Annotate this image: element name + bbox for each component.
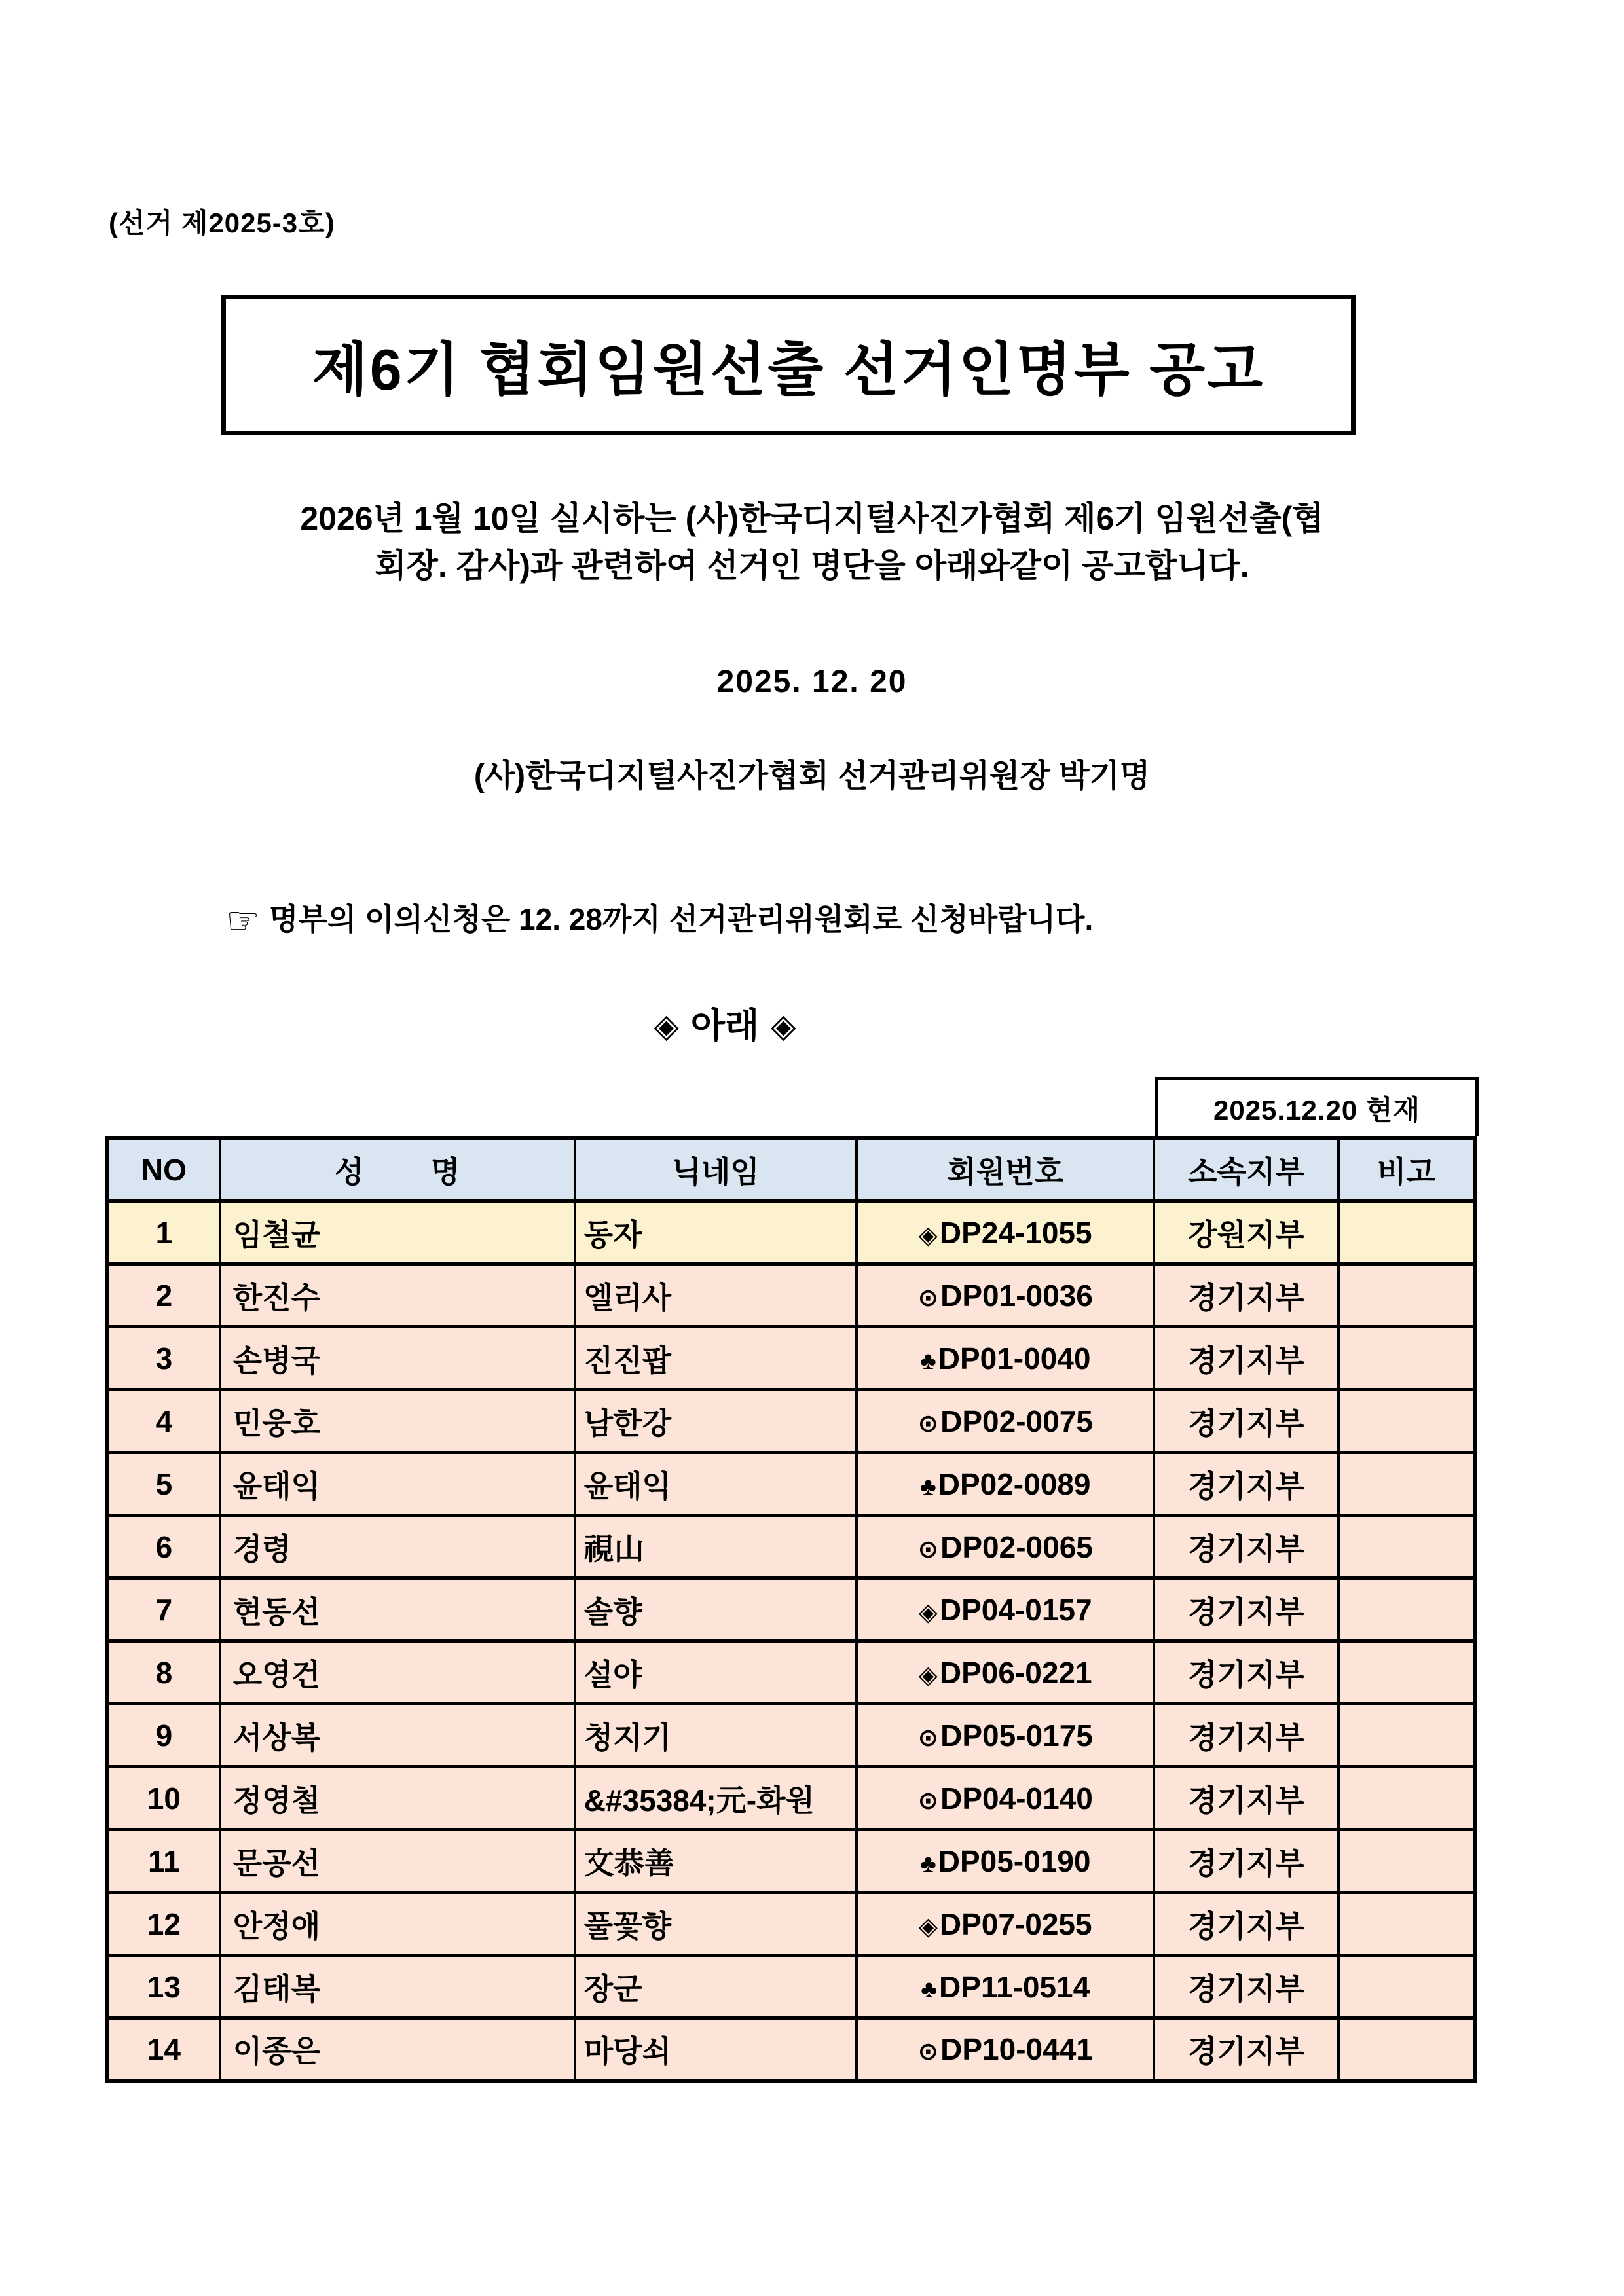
member-number: DP24-1055 (939, 1215, 1092, 1250)
diamond-icon-left: ◈ (654, 1008, 679, 1044)
cell-name: 손병국 (220, 1327, 575, 1390)
cell-member-no (857, 1704, 1154, 1767)
intro-line-2: 회장. 감사)과 관련하여 선거인 명단을 아래와같이 공고합니다. (375, 547, 1249, 584)
table-row (107, 1327, 1475, 1390)
cell-member-no (857, 1390, 1154, 1453)
cell-no: 8 (107, 1641, 220, 1704)
table-row (107, 1264, 1475, 1327)
member-symbol-icon: ◈ (918, 1597, 938, 1626)
member-symbol-icon: ♣ (921, 1975, 937, 2003)
cell-no: 13 (107, 1956, 220, 2018)
cell-nickname: 視山 (575, 1516, 857, 1578)
member-number: DP01-0036 (940, 1278, 1093, 1313)
member-number: DP02-0065 (940, 1529, 1093, 1564)
col-header-no: NO (107, 1139, 220, 1201)
table-header-row (107, 1139, 1475, 1201)
intro-paragraph (0, 495, 1624, 589)
cell-member-no (857, 2018, 1154, 2081)
cell-name: 경령 (220, 1516, 575, 1578)
section-heading (654, 998, 796, 1048)
cell-nickname: 동자 (575, 1201, 857, 1264)
cell-nickname: 진진팝 (575, 1327, 857, 1390)
cell-nickname: 윤태익 (575, 1453, 857, 1516)
as-of-date-box (1155, 1077, 1479, 1136)
cell-member-no (857, 1201, 1154, 1264)
cell-name: 정영철 (220, 1767, 575, 1830)
member-number: DP02-0089 (938, 1467, 1091, 1501)
cell-nickname: 풀꽃향 (575, 1893, 857, 1956)
member-number: DP05-0190 (938, 1844, 1091, 1878)
announce-date: 2025. 12. 20 (716, 665, 908, 699)
table-row (107, 1453, 1475, 1516)
table-row (107, 1641, 1475, 1704)
member-symbol-icon: ⊙ (917, 1409, 939, 1437)
cell-member-no (857, 1641, 1154, 1704)
cell-name: 김태복 (220, 1956, 575, 2018)
member-symbol-icon: ⊙ (917, 2037, 939, 2065)
table-row (107, 1893, 1475, 1956)
col-header-name: 성 명 (220, 1139, 575, 1201)
cell-name: 윤태익 (220, 1453, 575, 1516)
cell-nickname: 설야 (575, 1641, 857, 1704)
cell-branch: 경기지부 (1154, 1453, 1338, 1516)
cell-nickname: 청지기 (575, 1704, 857, 1767)
cell-note (1338, 1516, 1475, 1578)
col-header-note: 비고 (1338, 1139, 1475, 1201)
cell-note (1338, 1767, 1475, 1830)
cell-no: 6 (107, 1516, 220, 1578)
cell-no: 9 (107, 1704, 220, 1767)
table-row (107, 1201, 1475, 1264)
cell-note (1338, 1893, 1475, 1956)
cell-note (1338, 1201, 1475, 1264)
cell-member-no (857, 1578, 1154, 1641)
col-header-nickname: 닉네임 (575, 1139, 857, 1201)
member-symbol-icon: ⊙ (917, 1786, 939, 1814)
cell-no: 11 (107, 1830, 220, 1893)
cell-nickname: &#35384;元-화원 (575, 1767, 857, 1830)
member-number: DP02-0075 (940, 1404, 1093, 1438)
cell-nickname: 文恭善 (575, 1830, 857, 1893)
signer-line: (사)한국디지털사진가협회 선거관리위원장 박기명 (473, 759, 1151, 793)
member-symbol-icon: ⊙ (917, 1723, 939, 1751)
cell-no: 3 (107, 1327, 220, 1390)
cell-branch: 경기지부 (1154, 1767, 1338, 1830)
cell-member-no (857, 1830, 1154, 1893)
cell-name: 안정애 (220, 1893, 575, 1956)
cell-nickname: 엘리사 (575, 1264, 857, 1327)
table-row (107, 1830, 1475, 1893)
cell-name: 이종은 (220, 2018, 575, 2081)
cell-branch: 경기지부 (1154, 1516, 1338, 1578)
cell-note (1338, 1264, 1475, 1327)
cell-name: 현동선 (220, 1578, 575, 1641)
member-number: DP04-0157 (939, 1592, 1092, 1627)
as-of-date: 2025.12.20 현재 (1213, 1094, 1421, 1125)
cell-note (1338, 1578, 1475, 1641)
cell-note (1338, 1453, 1475, 1516)
cell-nickname: 마당쇠 (575, 2018, 857, 2081)
section-heading-label: 아래 (690, 1006, 760, 1046)
member-symbol-icon: ⊙ (917, 1535, 939, 1563)
announcement-title: 제6기 협회임원선출 선거인명부 공고 (312, 337, 1265, 402)
cell-branch: 경기지부 (1154, 1264, 1338, 1327)
member-symbol-icon: ◈ (918, 1660, 938, 1688)
member-number: DP04-0140 (940, 1781, 1093, 1815)
member-number: DP05-0175 (940, 1718, 1093, 1753)
cell-member-no (857, 1264, 1154, 1327)
cell-note (1338, 1956, 1475, 2018)
cell-name: 한진수 (220, 1264, 575, 1327)
cell-branch: 경기지부 (1154, 1830, 1338, 1893)
member-number: DP07-0255 (939, 1906, 1092, 1941)
member-number: DP11-0514 (939, 1969, 1090, 2004)
col-header-branch: 소속지부 (1154, 1139, 1338, 1201)
cell-member-no (857, 1516, 1154, 1578)
cell-note (1338, 1390, 1475, 1453)
cell-note (1338, 1830, 1475, 1893)
objection-note-text: 명부의 이의신청은 12. 28까지 선거관리위원회로 신청바랍니다. (269, 902, 1094, 936)
cell-nickname: 장군 (575, 1956, 857, 2018)
pointing-hand-icon: ☞ (226, 900, 260, 942)
cell-branch: 경기지부 (1154, 1390, 1338, 1453)
table-row (107, 1578, 1475, 1641)
cell-branch: 경기지부 (1154, 1704, 1338, 1767)
table-row (107, 1956, 1475, 2018)
member-symbol-icon: ♣ (919, 1849, 936, 1877)
objection-note (226, 896, 1093, 943)
table-row (107, 1704, 1475, 1767)
doc-number: (선거 제2025-3호) (109, 208, 335, 238)
cell-branch: 경기지부 (1154, 1956, 1338, 2018)
cell-nickname: 솔향 (575, 1578, 857, 1641)
member-number: DP10-0441 (940, 2032, 1093, 2066)
member-symbol-icon: ◈ (918, 1220, 938, 1248)
table-row (107, 1767, 1475, 1830)
cell-no: 5 (107, 1453, 220, 1516)
cell-nickname: 남한강 (575, 1390, 857, 1453)
cell-member-no (857, 1327, 1154, 1390)
member-number: DP06-0221 (939, 1655, 1092, 1690)
member-symbol-icon: ♣ (919, 1346, 936, 1374)
cell-no: 2 (107, 1264, 220, 1327)
intro-line-1: 2026년 1월 10일 실시하는 (사)한국디지털사진가협회 제6기 임원선출(협 (300, 500, 1324, 537)
cell-branch: 경기지부 (1154, 1893, 1338, 1956)
diamond-icon-right: ◈ (771, 1008, 796, 1044)
cell-note (1338, 1327, 1475, 1390)
cell-branch: 강원지부 (1154, 1201, 1338, 1264)
member-symbol-icon: ♣ (919, 1472, 936, 1500)
col-header-member-no: 회원번호 (857, 1139, 1154, 1201)
cell-no: 4 (107, 1390, 220, 1453)
cell-name: 민웅호 (220, 1390, 575, 1453)
cell-member-no (857, 1956, 1154, 2018)
cell-member-no (857, 1767, 1154, 1830)
cell-branch: 경기지부 (1154, 2018, 1338, 2081)
cell-no: 10 (107, 1767, 220, 1830)
cell-branch: 경기지부 (1154, 1641, 1338, 1704)
member-symbol-icon: ⊙ (917, 1283, 939, 1311)
cell-branch: 경기지부 (1154, 1327, 1338, 1390)
cell-no: 1 (107, 1201, 220, 1264)
cell-member-no (857, 1893, 1154, 1956)
cell-note (1338, 1641, 1475, 1704)
table-row (107, 1390, 1475, 1453)
cell-name: 임철균 (220, 1201, 575, 1264)
cell-member-no (857, 1453, 1154, 1516)
cell-name: 문공선 (220, 1830, 575, 1893)
voter-list-table (105, 1136, 1477, 2083)
cell-name: 오영건 (220, 1641, 575, 1704)
cell-note (1338, 1704, 1475, 1767)
cell-name: 서상복 (220, 1704, 575, 1767)
member-number: DP01-0040 (938, 1341, 1091, 1376)
cell-no: 7 (107, 1578, 220, 1641)
cell-no: 12 (107, 1893, 220, 1956)
table-row (107, 2018, 1475, 2081)
member-symbol-icon: ◈ (918, 1912, 938, 1940)
table-row (107, 1516, 1475, 1578)
cell-note (1338, 2018, 1475, 2081)
announcement-title-box (221, 295, 1356, 435)
cell-no: 14 (107, 2018, 220, 2081)
cell-branch: 경기지부 (1154, 1578, 1338, 1641)
